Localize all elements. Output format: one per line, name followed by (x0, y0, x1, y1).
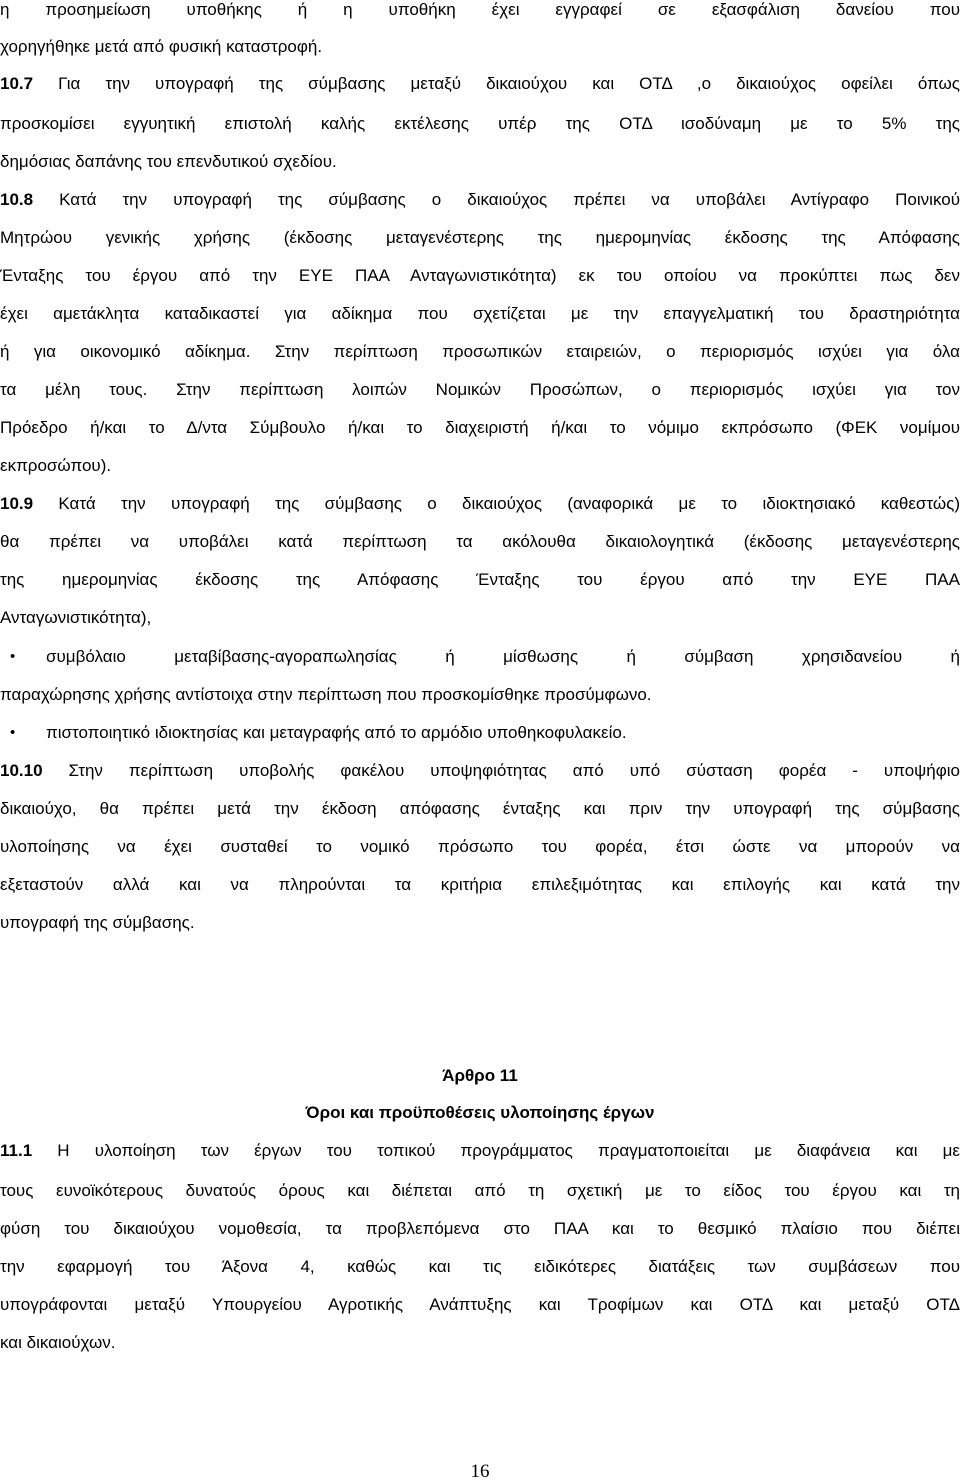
text-line: τα μέλη τους. Στην περίπτωση λοιπών Νομικών Προσώπων, ο περιορισμός ισχύει για τον (0, 380, 960, 399)
text-line: Ανταγωνιστικότητα), (0, 608, 152, 627)
article-title: Όροι και προϋποθέσεις υλοποίησης έργων (305, 1103, 655, 1122)
text-line: Μητρώου γενικής χρήσης (έκδοσης μεταγενέστερης της ημερομηνίας έκδοσης της Απόφασης (0, 228, 960, 247)
text-line: χορηγήθηκε μετά από φυσική καταστροφή. (0, 37, 323, 56)
text-line: προσκομίσει εγγυητική επιστολή καλής εκτέλεσης υπέρ της ΟΤΔ ισοδύναμη με το 5% της (0, 114, 960, 133)
paragraph-11-1: 11.1 Η υλοποίηση των έργων του τοπικού προγράμματος πραγματοποιείται με διαφάνεια και με (0, 1141, 960, 1160)
text-line: και δικαιούχων. (0, 1333, 116, 1352)
text-line: υπογραφή της σύμβασης. (0, 913, 195, 932)
text-line: έχει αμετάκλητα καταδικαστεί για αδίκημα που σχετίζεται με την επαγγελματική του δραστηριότητα (0, 304, 960, 323)
paragraph-10-7: 10.7 Για την υπογραφή της σύμβασης μεταξύ δικαιούχου και ΟΤΔ ,ο δικαιούχος οφείλει όπως (0, 74, 960, 93)
bullet-icon: • (10, 724, 16, 741)
text-line: την εφαρμογή του Άξονα 4, καθώς και τις ειδικότερες διατάξεις των συμβάσεων που (0, 1257, 960, 1276)
text-line: φύση του δικαιούχου νομοθεσία, τα προβλεπόμενα στο ΠΑΑ και το θεσμικό πλαίσιο που διέπει (0, 1219, 960, 1238)
text-line: υλοποίησης να έχει συσταθεί το νομικό πρόσωπο του φορέα, έτσι ώστε να μπορούν να (0, 837, 960, 856)
bullet-icon: • (10, 648, 16, 665)
text-line: υπογράφονται μεταξύ Υπουργείου Αγροτικής Ανάπτυξης και Τροφίμων και ΟΤΔ και μεταξύ ΟΤΔ (0, 1295, 960, 1314)
paragraph-10-10: 10.10 Στην περίπτωση υποβολής φακέλου υποψηφιότητας από υπό σύσταση φορέα - υποψήφιο (0, 761, 960, 780)
list-item: συμβόλαιο μεταβίβασης-αγοραπωλησίας ή μίσθωσης ή σύμβαση χρησιδανείου ή (46, 647, 960, 666)
section-number: 11.1 (0, 1141, 33, 1160)
text-line: παραχώρησης χρήσης αντίστοιχα στην περίπτωση που προσκομίσθηκε προσύμφωνο. (0, 685, 652, 704)
paragraph-10-9: 10.9 Κατά την υπογραφή της σύμβασης ο δικαιούχος (αναφορικά με το ιδιοκτησιακό καθεστώς) (0, 494, 960, 513)
text-line: εξεταστούν αλλά και να πληρούνται τα κριτήρια επιλεξιμότητας και επιλογής και κατά την (0, 875, 960, 894)
paragraph-10-8: 10.8 Κατά την υπογραφή της σύμβασης ο δικαιούχος πρέπει να υποβάλει Αντίγραφο Ποινικού (0, 190, 960, 209)
section-number: 10.9 (0, 494, 34, 513)
section-number: 10.8 (0, 190, 34, 209)
text-line: Πρόεδρο ή/και το Δ/ντα Σύμβουλο ή/και το διαχειριστή ή/και το νόμιμο εκπρόσωπο (ΦΕΚ νομίμου (0, 418, 960, 437)
text-line: δημόσιας δαπάνης του επενδυτικού σχεδίου. (0, 152, 337, 171)
text-line: της ημερομηνίας έκδοσης της Απόφασης Ένταξης του έργου από την ΕΥΕ ΠΑΑ (0, 570, 960, 589)
text-line: ή για οικονομικό αδίκημα. Στην περίπτωση προσωπικών εταιρειών, ο περιορισμός ισχύει για όλα (0, 342, 960, 361)
text-line: η προσημείωση υποθήκης ή η υποθήκη έχει εγγραφεί σε εξασφάλιση δανείου που (0, 0, 960, 19)
text-line: θα πρέπει να υποβάλει κατά περίπτωση τα ακόλουθα δικαιολογητικά (έκδοσης μεταγενέστερης (0, 532, 960, 551)
article-heading: Άρθρο 11 (442, 1066, 518, 1085)
text-line: εκπροσώπου). (0, 456, 112, 475)
page-number: 16 (470, 1461, 490, 1482)
text-line: δικαιούχο, θα πρέπει μετά την έκδοση απόφασης ένταξης και πριν την υπογραφή της σύμβασης (0, 799, 960, 818)
text-line: Ένταξης του έργου από την ΕΥΕ ΠΑΑ Ανταγωνιστικότητα) εκ του οποίου να προκύπτει πως δεν (0, 266, 960, 285)
list-item: πιστοποιητικό ιδιοκτησίας και μεταγραφής από το αρμόδιο υποθηκοφυλακείο. (46, 723, 627, 742)
section-number: 10.7 (0, 74, 34, 93)
section-number: 10.10 (0, 761, 43, 780)
text-line: τους ευνοϊκότερους δυνατούς όρους και διέπεται από τη σχετική με το είδος του έργου και τη (0, 1181, 960, 1200)
